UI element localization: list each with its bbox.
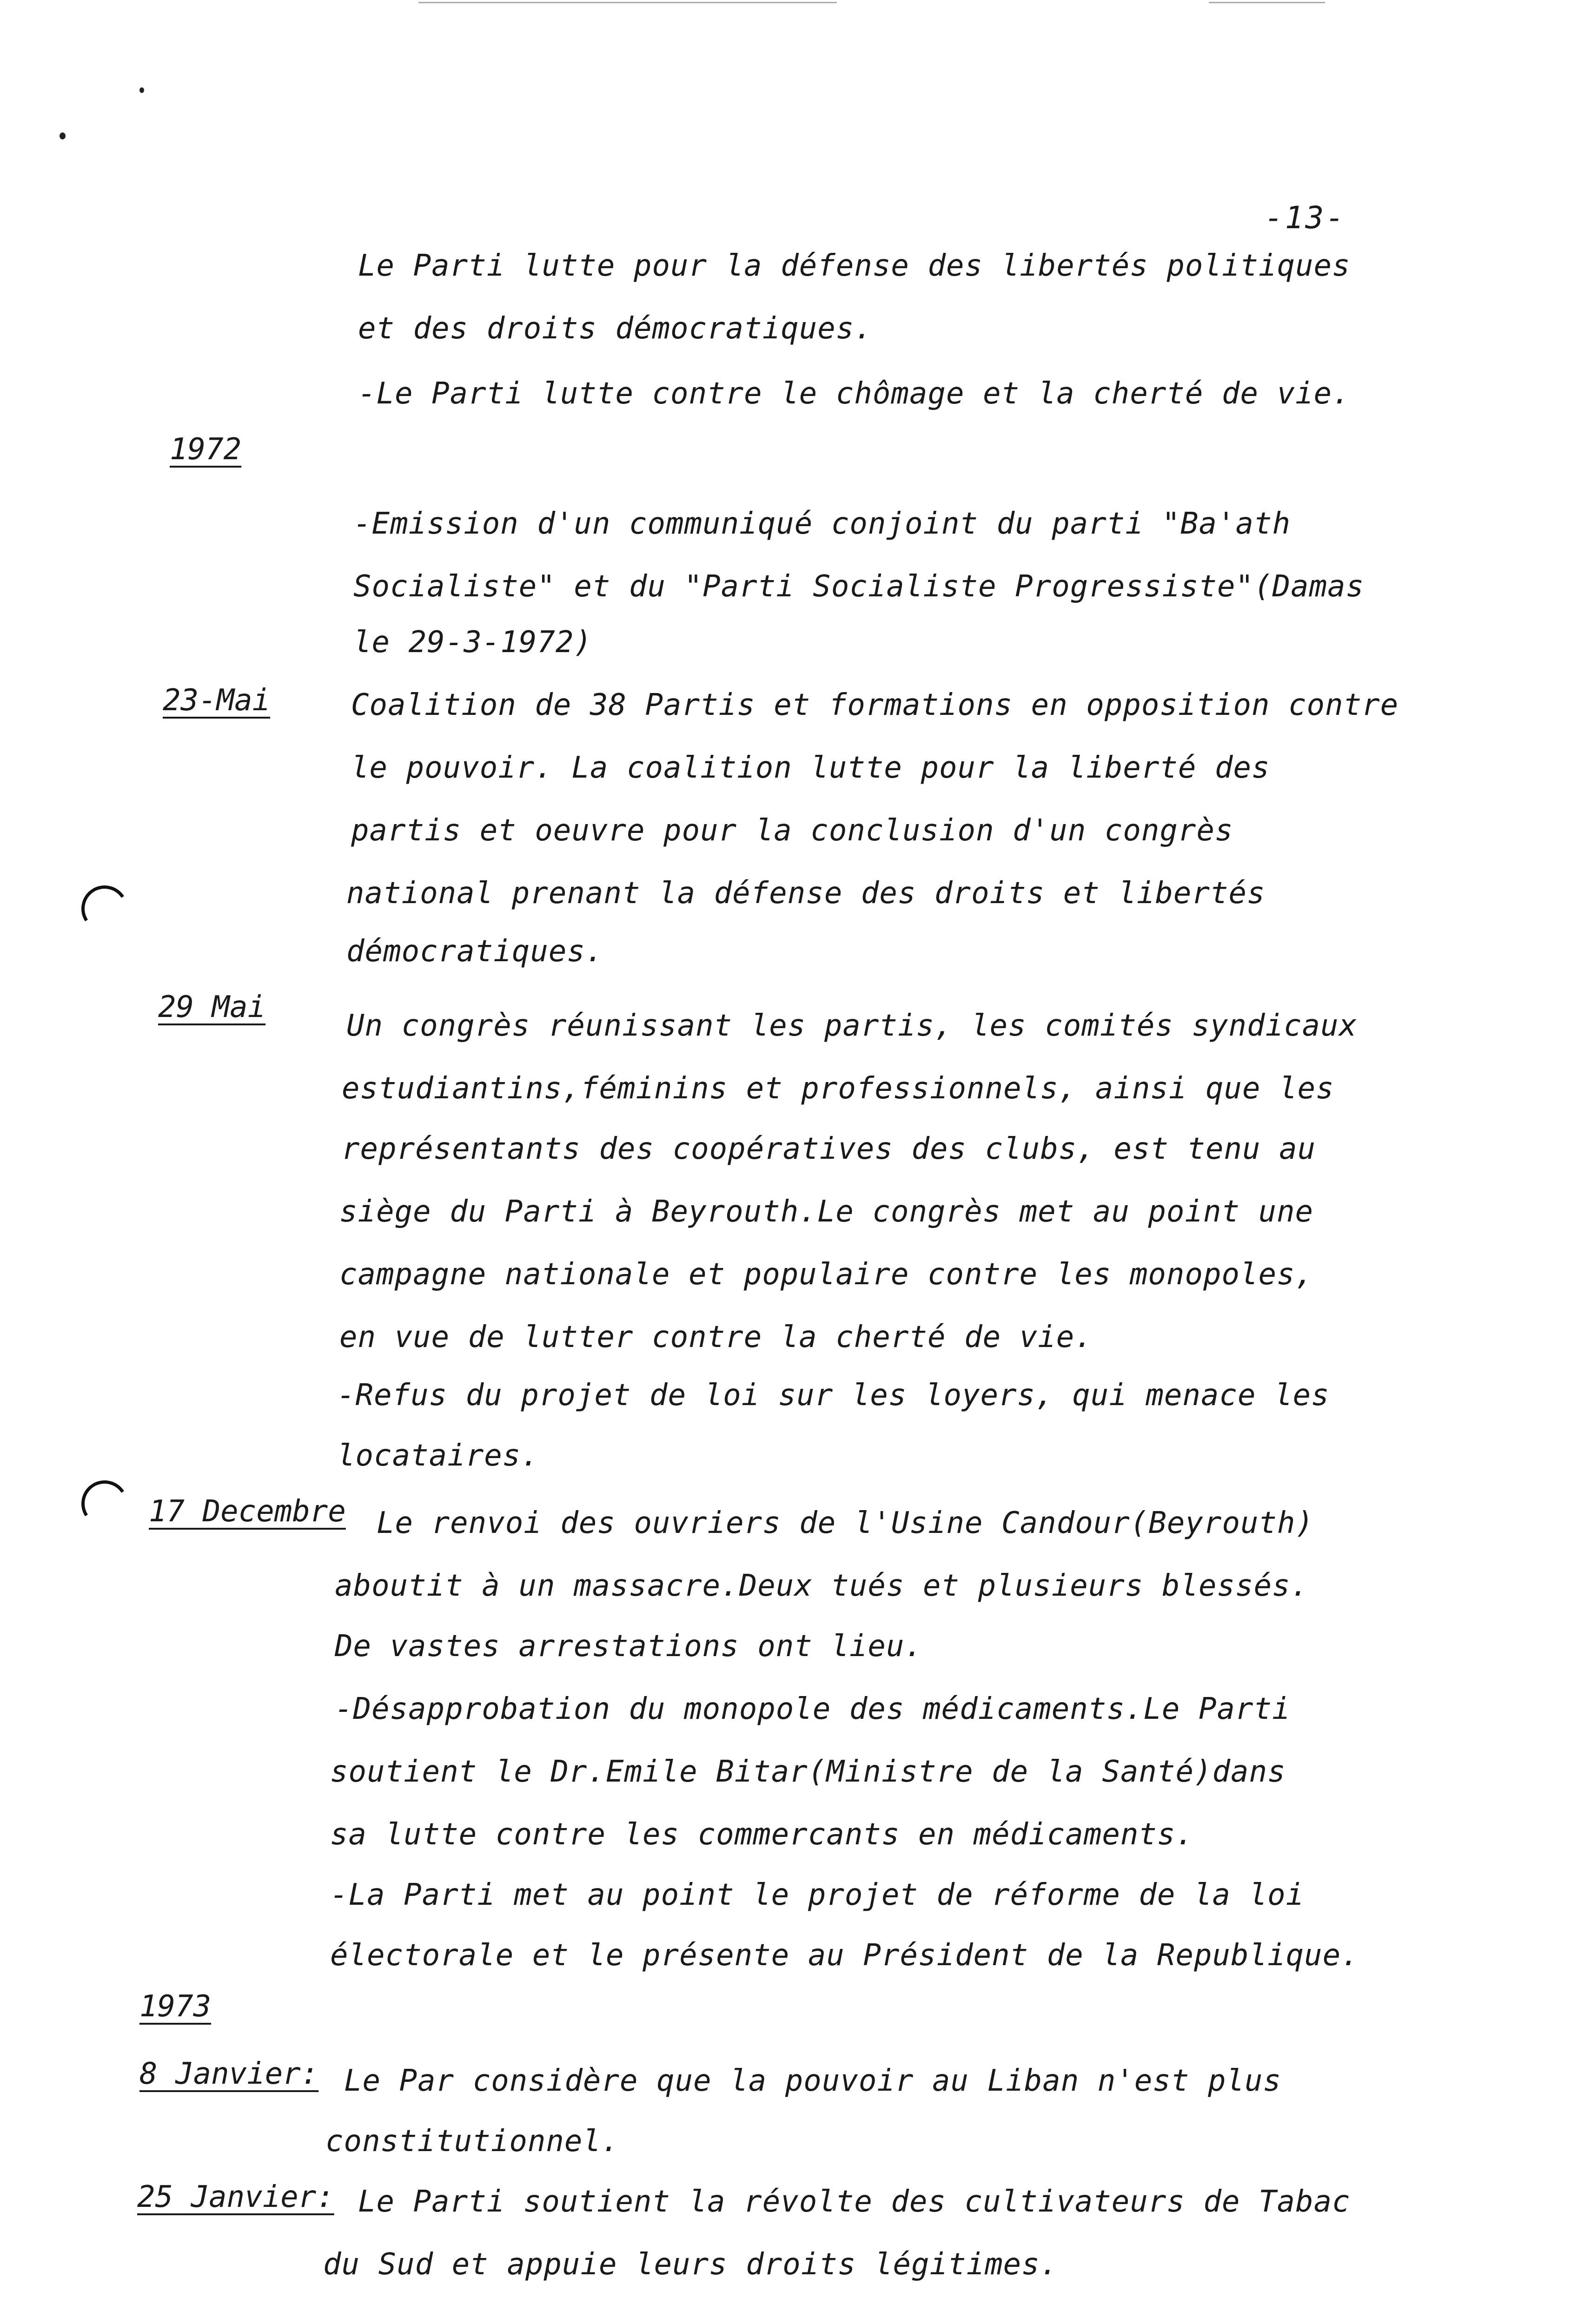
date-label-1973: 1973: [139, 1989, 212, 2024]
text-line: soutient le Dr.Emile Bitar(Ministre de la Santé)dans: [330, 1755, 1286, 1789]
text-line: constitutionnel.: [325, 2124, 620, 2159]
text-line: Le Par considère que la pouvoir au Liban n'est plus: [344, 2064, 1282, 2098]
date-label-17-decembre: 17 Decembre: [149, 1494, 346, 1529]
text-line: en vue de lutter contre la cherté de vie.: [339, 1320, 1093, 1354]
date-label-25-janvier: 25 Janvier:: [137, 2180, 334, 2214]
punch-hole-mark: [77, 1476, 133, 1532]
text-line: Le Parti soutient la révolte des cultivateurs de Tabac: [358, 2185, 1351, 2219]
text-line: campagne nationale et populaire contre les monopoles,: [339, 1257, 1314, 1292]
text-line: sa lutte contre les commercants en médicaments.: [330, 1817, 1194, 1852]
date-label-1972: 1972: [170, 432, 242, 467]
text-line: partis et oeuvre pour la conclusion d'un congrès: [351, 813, 1233, 848]
text-line: démocratiques.: [346, 934, 604, 969]
text-line: -Refus du projet de loi sur les loyers, qui menace les: [337, 1378, 1330, 1413]
text-line: et des droits démocratiques.: [358, 311, 873, 346]
text-line: -La Parti met au point le projet de réforme de la loi: [330, 1878, 1305, 1912]
text-line: estudiantins,féminins et professionnels, ainsi que les: [342, 1071, 1334, 1106]
text-line: électorale et le présente au Président de la Republique.: [330, 1938, 1359, 1973]
text-line: national prenant la défense des droits et libertés: [346, 876, 1266, 911]
text-line: Socialiste" et du "Parti Socialiste Progressiste"(Damas: [353, 569, 1365, 604]
text-line: -Emission d'un communiqué conjoint du parti "Ba'ath: [353, 507, 1291, 541]
text-line: le 29-3-1972): [353, 625, 592, 660]
scan-speck: [1209, 2, 1325, 3]
scan-speck: [418, 2, 837, 3]
text-line: aboutit à un massacre.Deux tués et plusieurs blessés.: [335, 1569, 1309, 1603]
text-line: Le Parti lutte pour la défense des libertés politiques: [358, 249, 1351, 283]
text-line: Un congrès réunissant les partis, les comités syndicaux: [346, 1009, 1358, 1043]
text-line: Coalition de 38 Partis et formations en opposition contre: [351, 688, 1399, 722]
text-line: siège du Parti à Beyrouth.Le congrès met au point une: [339, 1195, 1314, 1229]
text-line: -Le Parti lutte contre le chômage et la cherté de vie.: [358, 376, 1351, 411]
scan-dot: [60, 132, 66, 139]
text-line: Le renvoi des ouvriers de l'Usine Candour(Beyrouth): [377, 1506, 1314, 1540]
text-line: le pouvoir. La coalition lutte pour la liberté des: [351, 751, 1270, 785]
date-label-29-mai: 29 Mai: [158, 990, 266, 1024]
date-label-23-mai: 23-Mai: [163, 683, 271, 718]
scan-dot: [139, 87, 144, 93]
text-line: locataires.: [337, 1439, 539, 1473]
text-line: du Sud et appuie leurs droits légitimes.: [323, 2247, 1059, 2282]
page-number: -13-: [1265, 200, 1346, 236]
date-label-8-janvier: 8 Janvier:: [139, 2057, 319, 2091]
text-line: -Désapprobation du monopole des médicaments.Le Parti: [335, 1692, 1291, 1726]
text-line: représentants des coopératives des clubs, est tenu au: [342, 1132, 1316, 1166]
punch-hole-mark: [77, 881, 133, 937]
text-line: De vastes arrestations ont lieu.: [335, 1629, 923, 1664]
